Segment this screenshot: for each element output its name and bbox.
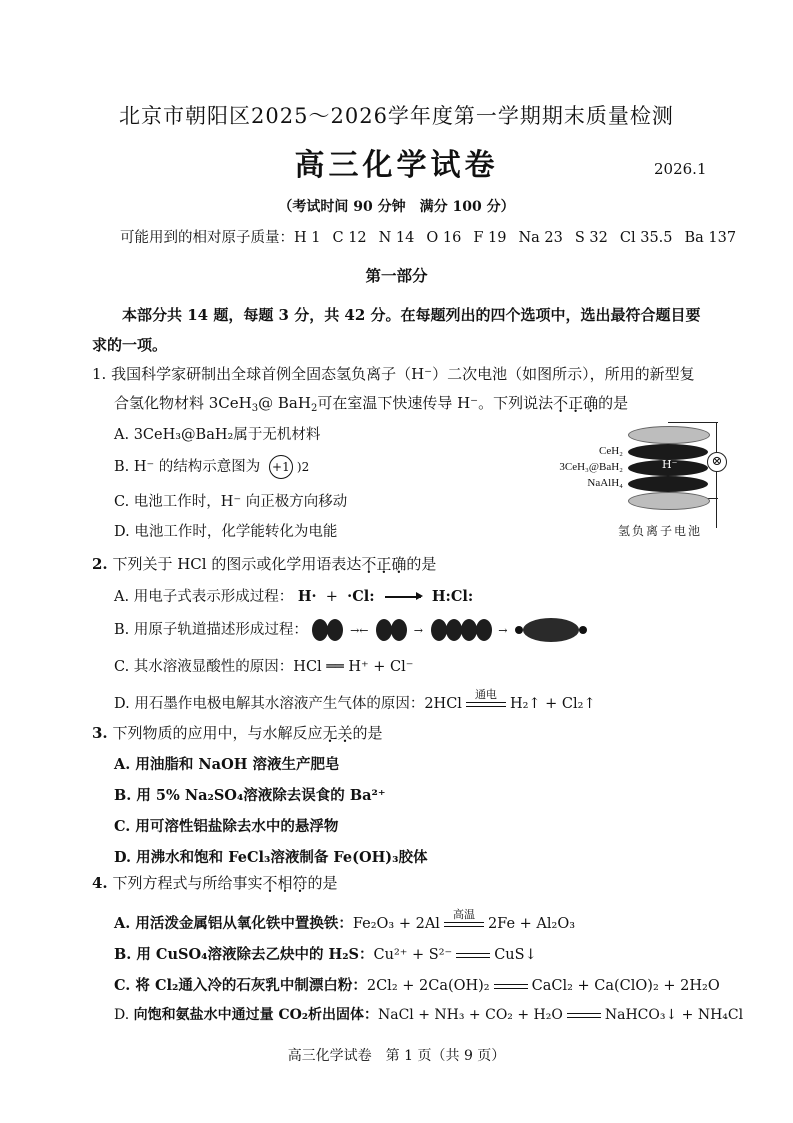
question-1-stem-line1: 1. 我国科学家研制出全球首例全固态氢负离子（H⁻）二次电池（如图所示），所用的新型复 bbox=[92, 365, 695, 383]
emphasis-char: 正 bbox=[376, 555, 392, 573]
exam-date: 2026.1 bbox=[654, 160, 707, 178]
equals-sign bbox=[494, 984, 528, 989]
atomic-mass-cl: Cl 35.5 bbox=[619, 230, 673, 246]
question-2-stem: 2. 下列关于 HCl 的图示或化学用语表达不正确的是 bbox=[92, 555, 437, 573]
question-number: 3. bbox=[92, 724, 108, 742]
atomic-mass-f: F 19 bbox=[473, 230, 507, 246]
question-2-option-a: A. 用电子式表示形成过程： H· + ·Cl: H:Cl: bbox=[114, 588, 474, 605]
equation: HCl ══ H⁺ + Cl⁻ bbox=[293, 659, 414, 675]
question-1-option-b: B. H⁻ 的结构示意图为 +1 )2 bbox=[114, 455, 309, 479]
question-4-option-a: A. 用活泼金属铝从氧化铁中置换铁：Fe₂O₃ + 2Al 高温 2Fe + Al₂O₃ bbox=[114, 907, 576, 932]
reaction-condition: 高温 bbox=[444, 922, 484, 927]
atomic-mass-list bbox=[120, 226, 736, 247]
nucleus-diagram-icon: +1 bbox=[269, 455, 293, 479]
question-3-option-b: B. 用 5% Na₂SO₄溶液除去误食的 Ba²⁺ bbox=[114, 787, 386, 804]
question-1-stem-line2: 合氢化物材料 3CeH$_3$@ BaH$_2$可在室温下快速传导 H⁻。下列说法不正确的是 bbox=[114, 394, 629, 414]
layer-label: NaAlH₄ bbox=[587, 477, 623, 489]
ion-label: H⁻ bbox=[662, 458, 678, 471]
question-1-option-a: A. 3CeH₃@BaH₂属于无机材料 bbox=[114, 427, 321, 443]
emphasis-char: 不 bbox=[361, 555, 377, 573]
atomic-mass-s: S 32 bbox=[574, 230, 608, 246]
page-title: 高三化学试卷 bbox=[294, 148, 499, 183]
institution-header: 北京市朝阳区2025～2026学年度第一学期期末质量检测 bbox=[119, 104, 674, 128]
equals-sign bbox=[567, 1013, 601, 1018]
question-4-option-b: B. 用 CuSO₄溶液除去乙炔中的 H₂S：Cu²⁺ + S²⁻ CuS↓ bbox=[114, 946, 537, 963]
lewis-cl: ·Cl: bbox=[347, 588, 375, 605]
layer-label: CeH₂ bbox=[599, 445, 623, 457]
section-intro: 本部分共 14 题，每题 3 分，共 42 分。在每题列出的四个选项中，选出最符合题目要求的一项。 bbox=[92, 306, 701, 354]
question-1-option-d: D. 电池工作时，化学能转化为电能 bbox=[114, 524, 338, 540]
question-4-stem: 4. 下列方程式与所给事实不相符的是 bbox=[92, 874, 338, 892]
atomic-mass-ba: Ba 137 bbox=[684, 230, 737, 246]
question-3-option-d: D. 用沸水和饱和 FeCl₃溶液制备 Fe(OH)₃胶体 bbox=[114, 849, 428, 866]
emphasis-char: 关 bbox=[337, 724, 353, 742]
emphasis-char: 正 bbox=[568, 394, 584, 412]
sigma-bond-icon bbox=[523, 618, 579, 642]
lewis-hcl: H:Cl: bbox=[431, 588, 474, 605]
battery-figure bbox=[530, 418, 723, 548]
arrow-icon: → bbox=[498, 623, 508, 637]
nucleus-dot-icon bbox=[515, 626, 523, 634]
atomic-mass-na: Na 23 bbox=[518, 230, 563, 246]
figure-caption: 氢负离子电池 bbox=[618, 524, 703, 538]
emphasis-char: 相 bbox=[277, 874, 293, 892]
question-number: 4. bbox=[92, 874, 108, 892]
question-1-option-c: C. 电池工作时，H⁻ 向正极方向移动 bbox=[114, 494, 348, 510]
atomic-mass-c: C 12 bbox=[332, 230, 367, 246]
question-2-option-b: B. 用原子轨道描述形成过程： →← → → bbox=[114, 618, 587, 642]
lewis-h: H· bbox=[297, 588, 317, 605]
question-2-option-d: D. 用石墨作电极电解其水溶液产生气体的原因：2HCl 通电 H₂↑ + Cl₂↑ bbox=[114, 687, 596, 712]
atomic-mass-o: O 16 bbox=[426, 230, 462, 246]
electrode-top bbox=[628, 426, 710, 444]
emphasis-char: 确 bbox=[583, 394, 599, 412]
question-number: 1. bbox=[92, 365, 107, 383]
emphasis-char: 确 bbox=[391, 555, 407, 573]
question-2-option-c: C. 其水溶液显酸性的原因：HCl ══ H⁺ + Cl⁻ bbox=[114, 659, 414, 675]
p-orbital-icon bbox=[312, 619, 342, 641]
p-orbital-icon bbox=[376, 619, 406, 641]
nucleus-dot-icon bbox=[579, 626, 587, 634]
layer-label: 3CeH₃@BaH₂ bbox=[559, 461, 623, 473]
wire-top bbox=[668, 422, 718, 423]
approach-arrows-icon: →← bbox=[350, 623, 369, 637]
electron-shell-icon: )2 bbox=[296, 460, 310, 474]
arrow-icon: → bbox=[413, 623, 423, 637]
emphasis-char: 符 bbox=[292, 874, 308, 892]
emphasis-char: 不 bbox=[262, 874, 278, 892]
equals-sign bbox=[456, 953, 490, 958]
question-4-option-d: D. 向饱和氨盐水中通过量 CO₂析出固体：NaCl + NH₃ + CO₂ + H₂O NaHCO₃↓ + NH₄Cl bbox=[114, 1007, 744, 1023]
exam-info: （考试时间 90 分钟 满分 100 分） bbox=[278, 199, 515, 215]
emphasis-char: 无 bbox=[322, 724, 338, 742]
atomic-mass-n: N 14 bbox=[378, 230, 415, 246]
electrode-bottom bbox=[628, 492, 710, 510]
lamp-icon: ⊗ bbox=[707, 452, 727, 472]
reaction-condition: 通电 bbox=[466, 702, 506, 707]
emphasis-char: 不 bbox=[553, 394, 569, 412]
question-4-option-c: C. 将 Cl₂通入冷的石灰乳中制漂白粉：2Cl₂ + 2Ca(OH)₂ CaCl₂ + Ca(ClO)₂ + 2H₂O bbox=[114, 977, 720, 994]
atomic-mass-h: H 1 bbox=[294, 230, 321, 246]
question-3-option-c: C. 用可溶性铝盐除去水中的悬浮物 bbox=[114, 818, 339, 835]
question-3-option-a: A. 用油脂和 NaOH 溶液生产肥皂 bbox=[114, 756, 340, 773]
arrow-icon bbox=[385, 596, 421, 598]
wire-right bbox=[716, 422, 717, 528]
question-number: 2. bbox=[92, 555, 108, 573]
section-title: 第一部分 bbox=[365, 267, 428, 285]
overlap-orbital-icon bbox=[431, 619, 491, 641]
question-3-stem: 3. 下列物质的应用中，与水解反应无关的是 bbox=[92, 724, 383, 742]
layer-naalh4 bbox=[628, 476, 708, 492]
page-footer: 高三化学试卷 第 1 页（共 9 页） bbox=[287, 1048, 506, 1064]
atomic-mass-label: 可能用到的相对原子质量： bbox=[120, 230, 294, 246]
